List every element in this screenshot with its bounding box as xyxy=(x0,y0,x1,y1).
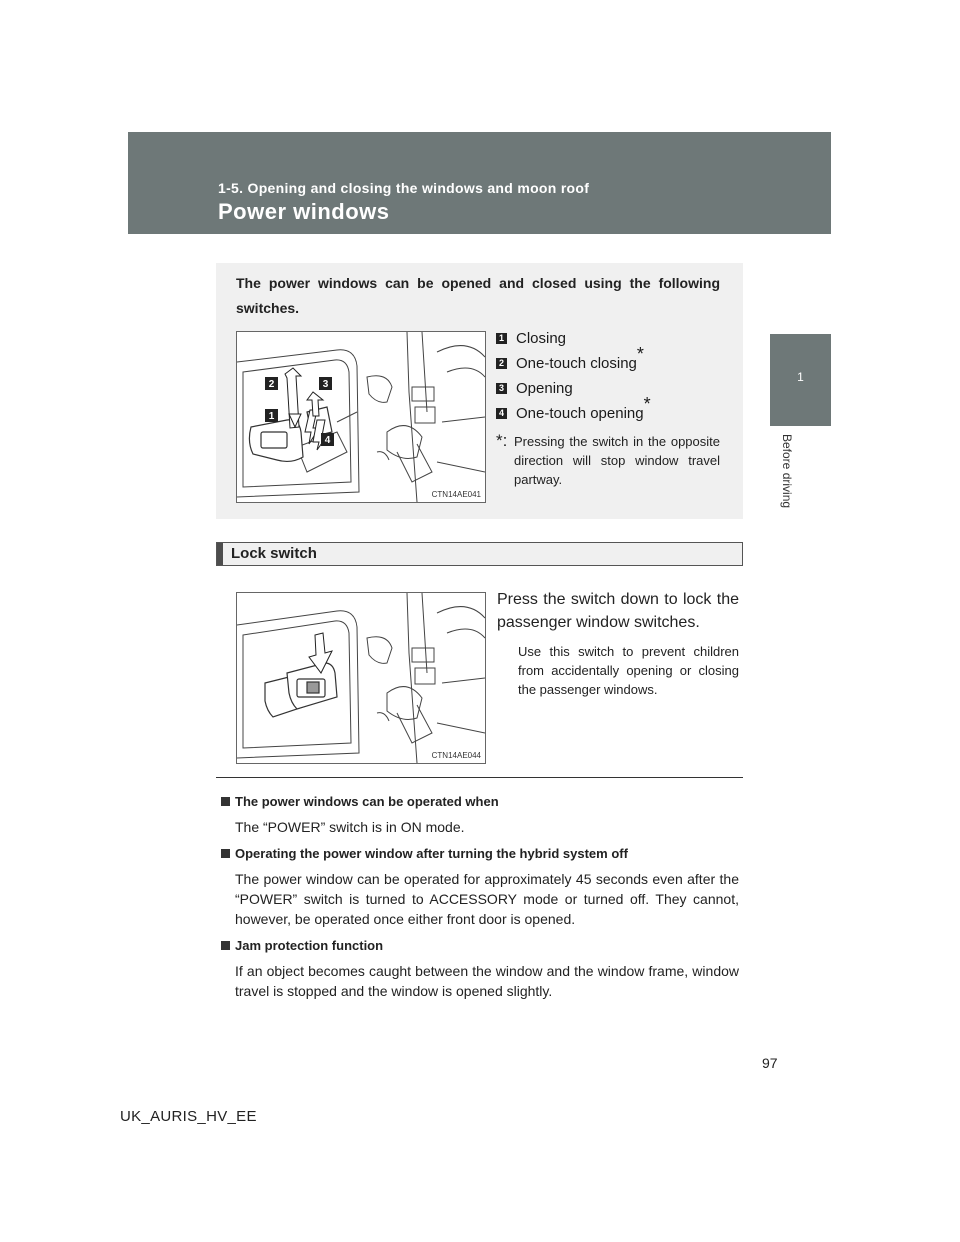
note-heading: The power windows can be operated when xyxy=(221,792,739,812)
lock-switch-note: Use this switch to prevent children from accidentally opening or closing the passenger windows. xyxy=(518,644,739,697)
legend-text: Opening xyxy=(516,380,573,397)
legend-asterisk: * xyxy=(636,344,644,364)
divider xyxy=(216,777,743,778)
footnote-mark: *: xyxy=(496,431,508,450)
footnote-text: Pressing the switch in the opposite direction will stop window travel partway. xyxy=(514,434,720,487)
chapter-tab xyxy=(770,334,831,426)
chapter-number: 1 xyxy=(797,370,804,384)
chapter-label-text: Before driving xyxy=(780,434,794,509)
switch-legend xyxy=(496,326,726,426)
note-body: The power window can be operated for approximately 45 seconds even after the “POWER” switch is turned to ACCESSORY mode or turned off. They cannot, however, be operated once either front door is opened. xyxy=(235,871,739,927)
legend-text: One-touch closing xyxy=(516,355,637,372)
legend-text: Closing xyxy=(516,330,567,347)
legend-item xyxy=(496,394,726,426)
legend-marker: 4 xyxy=(496,408,507,419)
footnote xyxy=(496,432,720,489)
legend-text: One-touch opening xyxy=(516,405,644,422)
figure-code: CTN14AE041 xyxy=(431,490,481,499)
note-heading: Jam protection function xyxy=(221,936,739,956)
legend-item xyxy=(496,326,726,351)
note-heading: Operating the power window after turning the hybrid system off xyxy=(221,844,739,864)
svg-text:4: 4 xyxy=(324,435,331,446)
lock-switch-heading: Lock switch xyxy=(231,545,317,562)
lock-switch-heading-bar xyxy=(216,542,743,566)
heading-accent xyxy=(217,543,223,565)
chapter-label xyxy=(774,434,800,514)
lock-switch-drawing xyxy=(237,593,485,763)
legend-item xyxy=(496,344,726,376)
note-body: If an object becomes caught between the window and the window frame, window travel is stopped and the window is opened slightly. xyxy=(235,963,739,999)
page-header xyxy=(128,132,831,234)
svg-text:2: 2 xyxy=(268,379,275,390)
window-switch-drawing xyxy=(237,332,485,502)
legend-marker: 3 xyxy=(496,383,507,394)
page-number: 97 xyxy=(762,1055,778,1071)
footer-code: UK_AURIS_HV_EE xyxy=(120,1108,257,1125)
legend-asterisk: * xyxy=(643,394,651,414)
svg-text:3: 3 xyxy=(322,379,329,390)
svg-text:1: 1 xyxy=(268,411,275,422)
legend-item xyxy=(496,376,726,401)
figure-code: CTN14AE044 xyxy=(431,751,481,760)
page-title: Power windows xyxy=(218,199,390,224)
notes-section xyxy=(221,792,739,1008)
window-switch-illustration xyxy=(236,331,486,503)
legend-marker: 1 xyxy=(496,333,507,344)
section-title: 1-5. Opening and closing the windows and moon roof xyxy=(218,180,590,196)
lock-switch-instruction: Press the switch down to lock the passenger window switches. xyxy=(497,591,739,631)
legend-marker: 2 xyxy=(496,358,507,369)
intro-lead: The power windows can be opened and closed using the following switches. xyxy=(236,275,720,316)
note-body: The “POWER” switch is in ON mode. xyxy=(235,819,465,835)
lock-switch-illustration xyxy=(236,592,486,764)
